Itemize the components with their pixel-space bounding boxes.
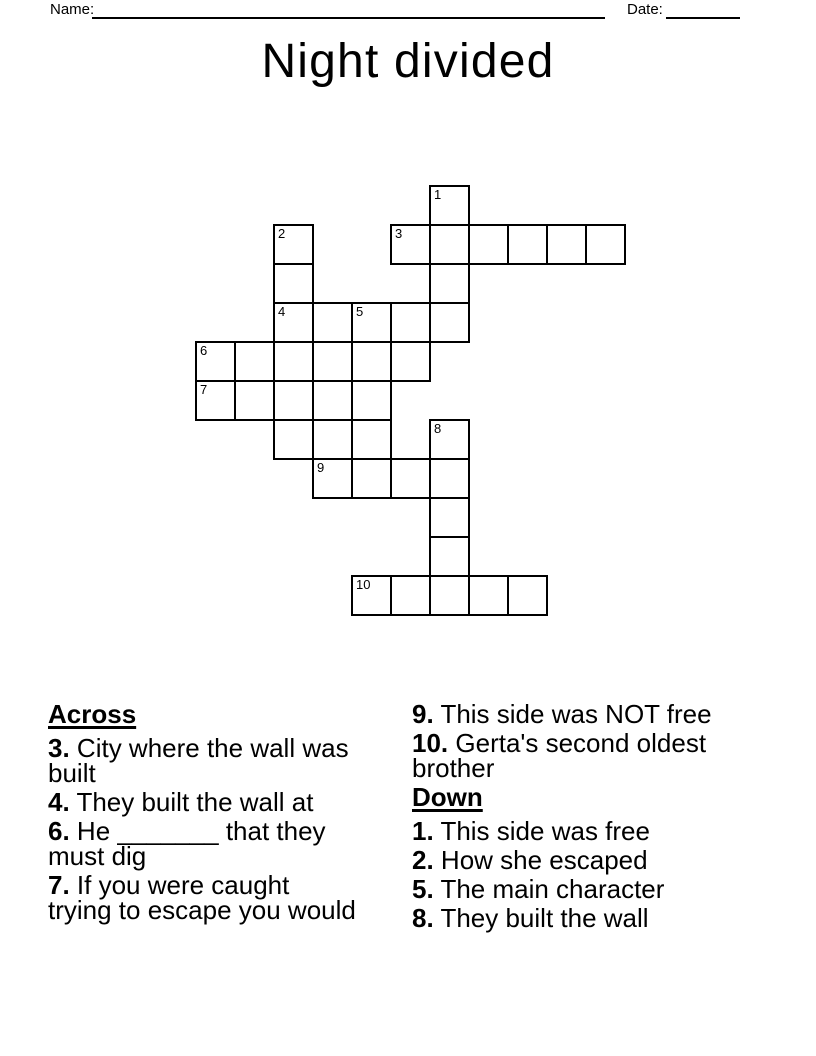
grid-cell — [429, 458, 470, 499]
cell-number: 1 — [434, 187, 442, 202]
grid-cell — [390, 575, 431, 616]
clue-1: 1. This side was free — [412, 816, 650, 846]
date-label: Date: — [627, 1, 663, 18]
clue-number: 8. — [412, 903, 434, 933]
grid-cell — [429, 302, 470, 343]
grid-cell-4 — [273, 302, 314, 343]
grid-cell-5 — [351, 302, 392, 343]
date-fill-line — [666, 0, 740, 19]
grid-cell — [429, 575, 470, 616]
clue-number: 6. — [48, 816, 70, 846]
grid-cell-9 — [312, 458, 353, 499]
grid-cell — [468, 575, 509, 616]
grid-cell — [390, 341, 431, 382]
clue-number: 1. — [412, 816, 434, 846]
clue-number: 9. — [412, 699, 434, 729]
crossword-grid — [195, 185, 626, 616]
grid-cell — [273, 419, 314, 460]
grid-cell — [546, 224, 587, 265]
grid-cell — [429, 536, 470, 577]
grid-cell — [273, 341, 314, 382]
clue-7: 7. If you were caught trying to escape you would — [48, 870, 356, 925]
grid-cell-3 — [390, 224, 431, 265]
across-clues-list — [48, 733, 393, 925]
grid-cell — [390, 458, 431, 499]
clues-left-column — [48, 699, 393, 927]
grid-cell — [312, 302, 353, 343]
grid-cell — [273, 380, 314, 421]
cell-number: 4 — [278, 304, 286, 319]
grid-cell — [429, 224, 470, 265]
cell-number: 3 — [395, 226, 403, 241]
cell-number: 5 — [356, 304, 364, 319]
grid-cell — [585, 224, 626, 265]
grid-cell-6 — [195, 341, 236, 382]
clue-5: 5. The main character — [412, 874, 665, 904]
name-fill-line — [92, 0, 605, 19]
cell-number: 10 — [356, 577, 371, 592]
name-label: Name: — [50, 1, 95, 18]
grid-cell — [312, 380, 353, 421]
grid-cell — [351, 341, 392, 382]
cell-number: 9 — [317, 460, 325, 475]
grid-cell-7 — [195, 380, 236, 421]
grid-cell — [507, 224, 548, 265]
grid-cell — [351, 380, 392, 421]
grid-cell-10 — [351, 575, 392, 616]
grid-cell — [351, 458, 392, 499]
across-clues-list-continued — [412, 699, 757, 783]
grid-cell — [429, 263, 470, 304]
grid-cell-2 — [273, 224, 314, 265]
clue-number: 5. — [412, 874, 434, 904]
down-heading: Down — [412, 782, 483, 812]
grid-cell-8 — [429, 419, 470, 460]
clue-10: 10. Gerta's second oldest brother — [412, 728, 707, 783]
clue-9: 9. This side was NOT free — [412, 699, 712, 729]
clue-number: 10. — [412, 728, 449, 758]
clue-number: 2. — [412, 845, 434, 875]
grid-cell — [507, 575, 548, 616]
grid-cell — [234, 380, 275, 421]
grid-cell-1 — [429, 185, 470, 226]
cell-number: 6 — [200, 343, 208, 358]
puzzle-title: Night divided — [261, 35, 555, 88]
clue-3: 3. City where the wall was built — [48, 733, 349, 788]
clues-right-column — [412, 699, 757, 935]
grid-cell — [429, 497, 470, 538]
clue-4: 4. They built the wall at — [48, 787, 314, 817]
down-clues-list — [412, 816, 757, 933]
grid-cell — [468, 224, 509, 265]
clue-number: 4. — [48, 787, 70, 817]
clue-8: 8. They built the wall — [412, 903, 649, 933]
grid-cell — [234, 341, 275, 382]
cell-number: 8 — [434, 421, 442, 436]
clue-6: 6. He _______ that they must dig — [48, 816, 326, 871]
cell-number: 2 — [278, 226, 286, 241]
grid-cell — [351, 419, 392, 460]
cell-number: 7 — [200, 382, 208, 397]
grid-cell — [312, 341, 353, 382]
grid-cell — [273, 263, 314, 304]
across-heading: Across — [48, 699, 137, 729]
grid-cell — [390, 302, 431, 343]
clue-2: 2. How she escaped — [412, 845, 648, 875]
clue-number: 7. — [48, 870, 70, 900]
clue-number: 3. — [48, 733, 70, 763]
